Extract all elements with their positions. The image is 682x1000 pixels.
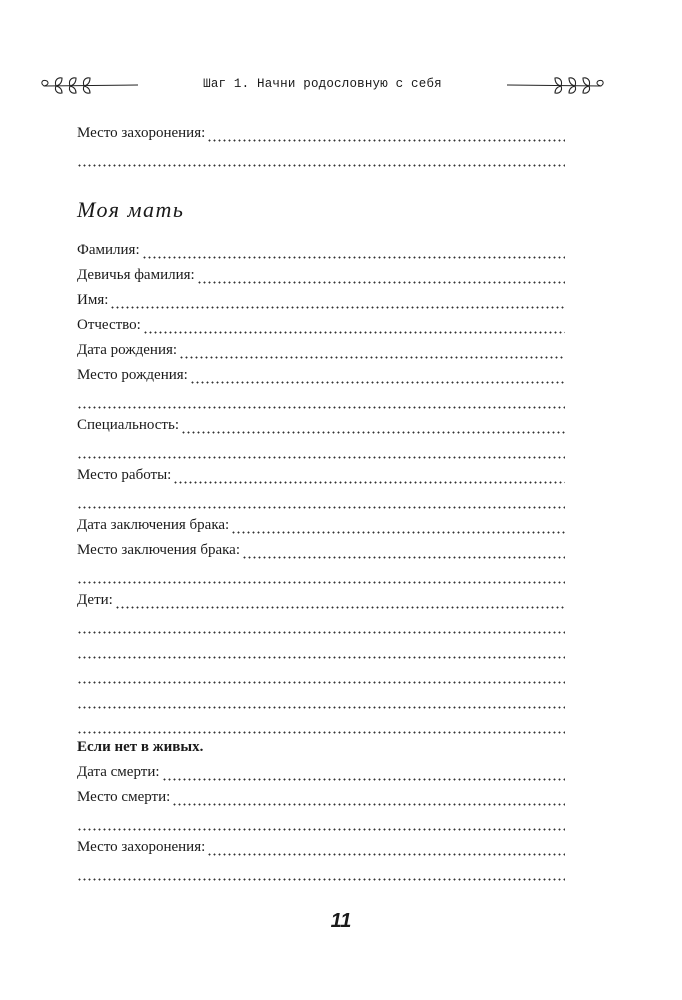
dotted-fill-line bbox=[142, 241, 565, 259]
dotted-continuation-line[interactable] bbox=[77, 145, 565, 167]
children-label: Дети: bbox=[77, 592, 113, 608]
death-date-label: Дата смерти: bbox=[77, 764, 160, 780]
dotted-fill-line bbox=[190, 366, 565, 384]
section-title-my-mother: Моя мать bbox=[77, 197, 185, 222]
surname-label: Фамилия: bbox=[77, 242, 140, 258]
running-header bbox=[40, 74, 605, 96]
surname-field[interactable] bbox=[77, 237, 565, 259]
burial-place-field-top[interactable] bbox=[77, 120, 565, 142]
death-date-field[interactable] bbox=[77, 759, 565, 781]
workplace-label: Место работы: bbox=[77, 467, 172, 483]
burial-place-label-top: Место захоронения: bbox=[77, 125, 206, 141]
maiden-name-field[interactable] bbox=[77, 262, 565, 284]
dotted-fill-line bbox=[207, 838, 565, 856]
marriage-place-field[interactable] bbox=[77, 537, 565, 559]
dotted-continuation-line[interactable] bbox=[77, 437, 565, 459]
first-name-label: Имя: bbox=[77, 292, 109, 308]
profession-label: Специальность: bbox=[77, 417, 179, 433]
dotted-continuation-line[interactable] bbox=[77, 487, 565, 509]
dotted-continuation-line[interactable] bbox=[77, 637, 565, 659]
dotted-fill-line bbox=[242, 541, 565, 559]
marriage-date-label: Дата заключения брака: bbox=[77, 517, 230, 533]
dotted-fill-line bbox=[181, 416, 565, 434]
dotted-continuation-line[interactable] bbox=[77, 662, 565, 684]
birth-place-label: Место рождения: bbox=[77, 367, 188, 383]
dotted-continuation-line[interactable] bbox=[77, 387, 565, 409]
first-name-field[interactable] bbox=[77, 287, 565, 309]
laurel-ornament-right-icon bbox=[505, 74, 605, 96]
dotted-fill-line bbox=[143, 316, 565, 334]
profession-field[interactable] bbox=[77, 412, 565, 434]
running-header-title: Шаг 1. Начни родословную с себя bbox=[203, 77, 442, 91]
birth-date-field[interactable] bbox=[77, 337, 565, 359]
patronymic-field[interactable] bbox=[77, 312, 565, 334]
dotted-continuation-line[interactable] bbox=[77, 687, 565, 709]
marriage-date-field[interactable] bbox=[77, 512, 565, 534]
dotted-fill-line bbox=[115, 591, 565, 609]
dotted-fill-line bbox=[162, 763, 565, 781]
dotted-continuation-line[interactable] bbox=[77, 612, 565, 634]
dotted-fill-line bbox=[207, 124, 565, 142]
dotted-continuation-line[interactable] bbox=[77, 562, 565, 584]
dotted-continuation-line[interactable] bbox=[77, 712, 565, 734]
burial-place-label: Место захоронения: bbox=[77, 839, 206, 855]
death-place-field[interactable] bbox=[77, 784, 565, 806]
dotted-fill-line bbox=[231, 516, 565, 534]
burial-place-field[interactable] bbox=[77, 834, 565, 856]
page-number: 11 bbox=[330, 910, 352, 932]
dotted-fill-line bbox=[173, 466, 565, 484]
deceased-heading: Если нет в живых. bbox=[77, 739, 204, 755]
dotted-fill-line bbox=[197, 266, 565, 284]
dotted-fill-line bbox=[172, 788, 565, 806]
death-place-label: Место смерти: bbox=[77, 789, 171, 805]
dotted-fill-line bbox=[179, 341, 565, 359]
dotted-fill-line bbox=[110, 291, 565, 309]
maiden-name-label: Девичья фамилия: bbox=[77, 267, 195, 283]
dotted-continuation-line[interactable] bbox=[77, 809, 565, 831]
marriage-place-label: Место заключения брака: bbox=[77, 542, 241, 558]
children-field[interactable] bbox=[77, 587, 565, 609]
dotted-continuation-line[interactable] bbox=[77, 859, 565, 881]
patronymic-label: Отчество: bbox=[77, 317, 141, 333]
birth-place-field[interactable] bbox=[77, 362, 565, 384]
workplace-field[interactable] bbox=[77, 462, 565, 484]
birth-date-label: Дата рождения: bbox=[77, 342, 178, 358]
